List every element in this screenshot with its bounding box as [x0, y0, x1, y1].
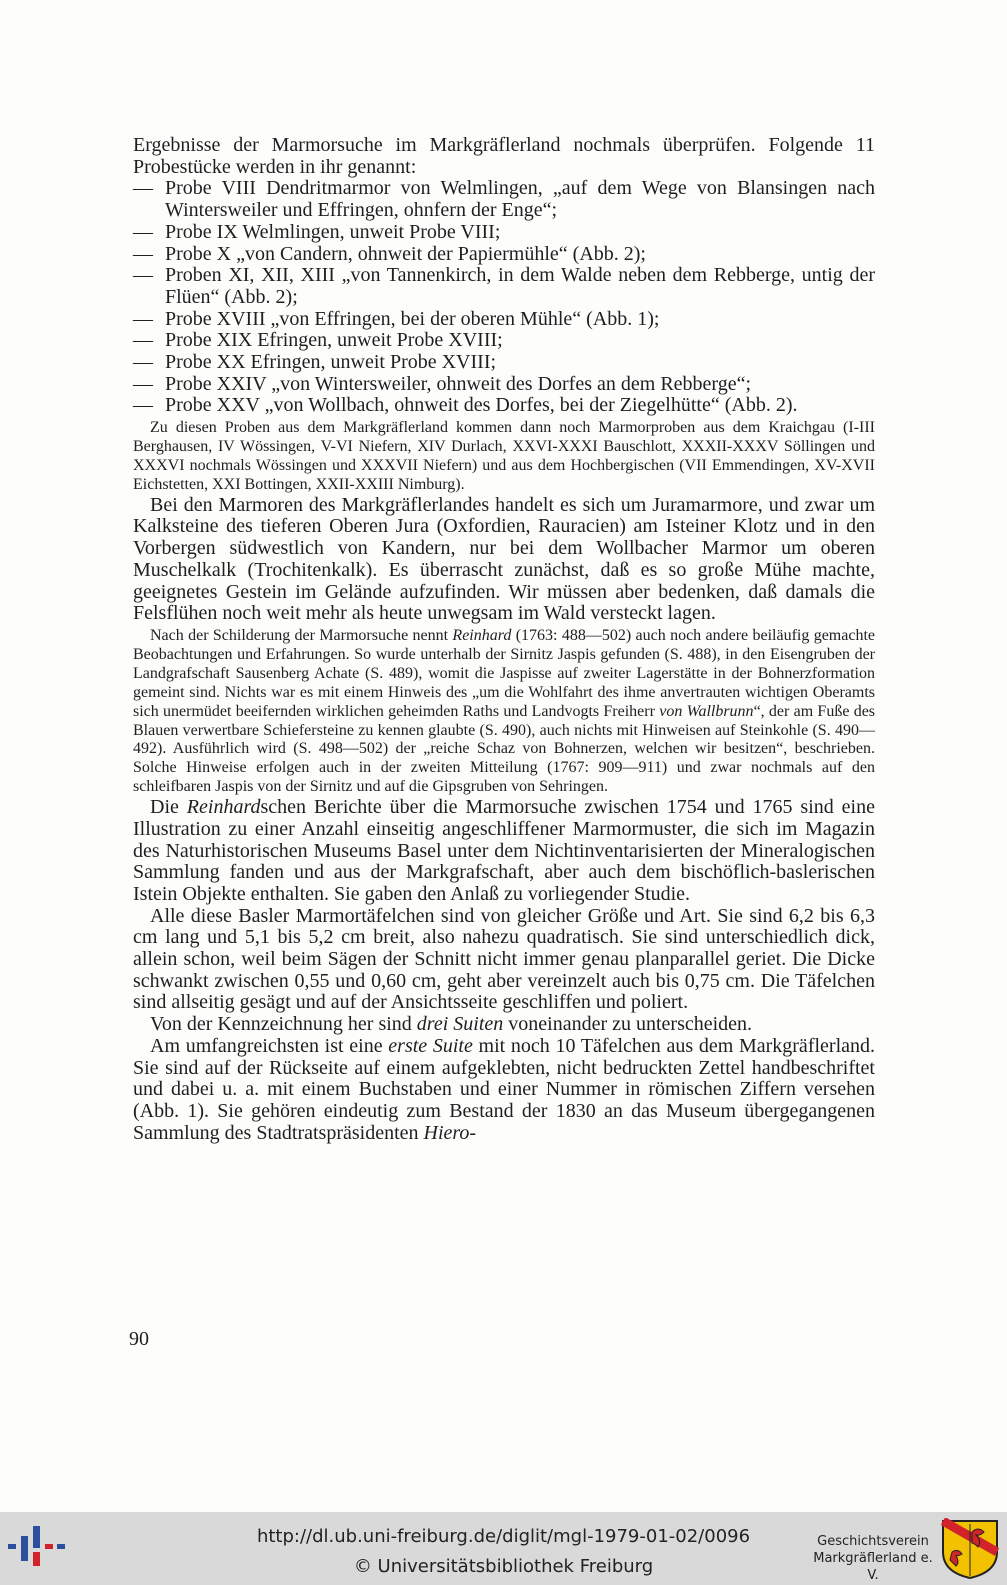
paragraph-reinhard-berichte: Die Reinhardschen Berichte über die Marmorsuche zwischen 1754 und 1765 sind eine Illustration zu einer Anzahl einseitig angeschliffener Marmormuster, die sich im Magazin des Naturhistorischen Museums Basel unter dem Nichtinventarisierten der Mineralogischen Sammlung fanden und aus der Markgrafschaft, aber auch dem bischöflich-baslerischen Istein Objekte enthalten. Sie gaben den Anlaß zu vorliegender Studie.	[133, 796, 875, 905]
intro-paragraph: Ergebnisse der Marmorsuche im Markgräflerland nochmals überprüfen. Folgende 11 Probestücke werden in ihr genannt:	[133, 134, 875, 178]
list-item: — Probe IX Welmlingen, unweit Probe VIII;	[133, 222, 875, 244]
small-note-kraichgau: Zu diesen Proben aus dem Markgräflerland kommen dann noch Marmorproben aus dem Kraichgau (I-III Berghausen, IV Wössingen, V-VI Niefern, XIV Durlach, XXVI-XXXI Bauschlott, XXXII-XXXV Söllingen und XXXVI nochmals Wössingen und XXXVII Niefern) und aus dem Hochbergischen (VII Emmendingen, XV-XVII Eichstetten, XXI Bottingen, XXII-XXIII Nimburg).	[133, 419, 875, 493]
list-item: — Probe XXV „von Wollbach, ohnweit des Dorfes, bei der Ziegelhütte“ (Abb. 2).	[133, 395, 875, 417]
sample-list	[133, 178, 875, 417]
list-item: — Probe VIII Dendritmarmor von Welmlingen, „auf dem Wege von Blansingen nach Wintersweiler und Effringen, ohnfern der Enge“;	[133, 178, 875, 221]
paragraph-marmortaefelchen: Alle diese Basler Marmortäfelchen sind von gleicher Größe und Art. Sie sind 6,2 bis 6,3 cm lang und 5,1 bis 5,2 cm breit, also nahezu quadratisch. Sie sind unterschiedlich dick, allein schon, weil beim Sägen der Schnitt nicht immer genau planparallel geriet. Die Dicke schwankt zwischen 0,55 und 0,60 cm, geht aber vereinzelt auch bis 0,75 cm. Die Täfelchen sind allseitig gesägt und auf der Ansichtsseite geschliffen und poliert.	[133, 904, 875, 1014]
list-item: — Proben XI, XII, XIII „von Tannenkirch, in dem Walde neben dem Rebberge, untig der Flüen“ (Abb. 2);	[133, 265, 875, 308]
footer-copyright: © Universitätsbibliothek Freiburg	[353, 1556, 654, 1577]
paragraph-erste-suite: Am umfangreichsten ist eine erste Suite mit noch 10 Täfelchen aus dem Markgräflerland. Sie sind auf der Rückseite auf einem aufgeklebten, nicht bedruckten Zettel handbeschriftet und dabei u. a. mit einem Buchstaben und einer Nummer in römischen Ziffern versehen (Abb. 1). Sie gehören eindeutig zum Bestand der 1830 an das Museum übergegangenen Sammlung des Stadtratspräsidenten Hiero-	[133, 1034, 876, 1144]
footer-url-link[interactable]: http://dl.ub.uni-freiburg.de/diglit/mgl-1979-01-02/0096	[256, 1526, 751, 1547]
page-number: 90	[129, 1328, 149, 1350]
society-name	[808, 1533, 938, 1584]
list-item: — Probe XIX Efringen, unweit Probe XVIII;	[133, 330, 875, 352]
list-item: — Probe XVIII „von Effringen, bei der oberen Mühle“ (Abb. 1);	[133, 309, 875, 331]
paragraph-juramarmore: Bei den Marmoren des Markgräflerlandes handelt es sich um Juramarmore, und zwar um Kalksteine des tieferen Oberen Jura (Oxfordien, Rauracien) am Isteiner Klotz und in den Vorbergen südwestlich von Kandern, nur bei dem Wollbacher Marmor um oberen Muschelkalk (Trochitenkalk). Es überrascht zunächst, daß es so große Mühe machte, geeignetes Gestein im Gelände aufzufinden. Wir müssen aber bedenken, daß damals die Felsflühen noch weit mehr als heute unwegsam im Wald versteckt lagen.	[133, 493, 875, 625]
footer-bar	[0, 1512, 1007, 1585]
main-text	[133, 135, 875, 1144]
list-item: — Probe X „von Candern, ohnweit der Papiermühle“ (Abb. 2);	[133, 244, 875, 266]
society-line-1: Geschichtsverein	[817, 1534, 929, 1549]
list-item: — Probe XXIV „von Wintersweiler, ohnweit des Dorfes an dem Rebberge“;	[133, 374, 875, 396]
paragraph-drei-suiten: Von der Kennzeichnung her sind drei Suiten voneinander zu unterscheiden.	[150, 1013, 753, 1036]
list-item: — Probe XX Efringen, unweit Probe XVIII;	[133, 352, 875, 374]
small-note-reinhard: Nach der Schilderung der Marmorsuche nennt Reinhard (1763: 488—502) auch noch andere beiläufig gemachte Beobachtungen und Erfahrungen. So wurde unterhalb der Sirnitz Jaspis gefunden (S. 488), in den Eisengruben der Landgrafschaft Sausenberg Achate (S. 489), womit die Jaspisse auf zweiter Lagerstätte in der Bohnerzformation gemeint sind. Nichts war es mit einem Hinweis des „um die Wohlfahrt des ihme anvertrauten wichtigen Oberamts sich unermüdet beeifernden wirklichen geheimden Raths und Landvogts Freiherr von Wallbrunn“, der am Fuße des Blauen verwertbare Schiefersteine zu kennen glaubte (S. 490), auch nichts mit Hinweisen auf Steinkohle (S. 490—492). Ausführlich wird (S. 498—502) der „reiche Schaz von Bohnerzen, welchen wir besitzen“, beschrieben. Solche Hinweise erfolgen auch in der zweiten Mitteilung (1767: 909—911) und zwar nochmals auf den schleifbaren Jaspis von der Sirnitz und auf die Gipsgruben von Sehringen.	[133, 626, 876, 796]
coat-of-arms-icon	[940, 1518, 1000, 1580]
society-line-2: Markgräflerland e. V.	[813, 1551, 933, 1583]
